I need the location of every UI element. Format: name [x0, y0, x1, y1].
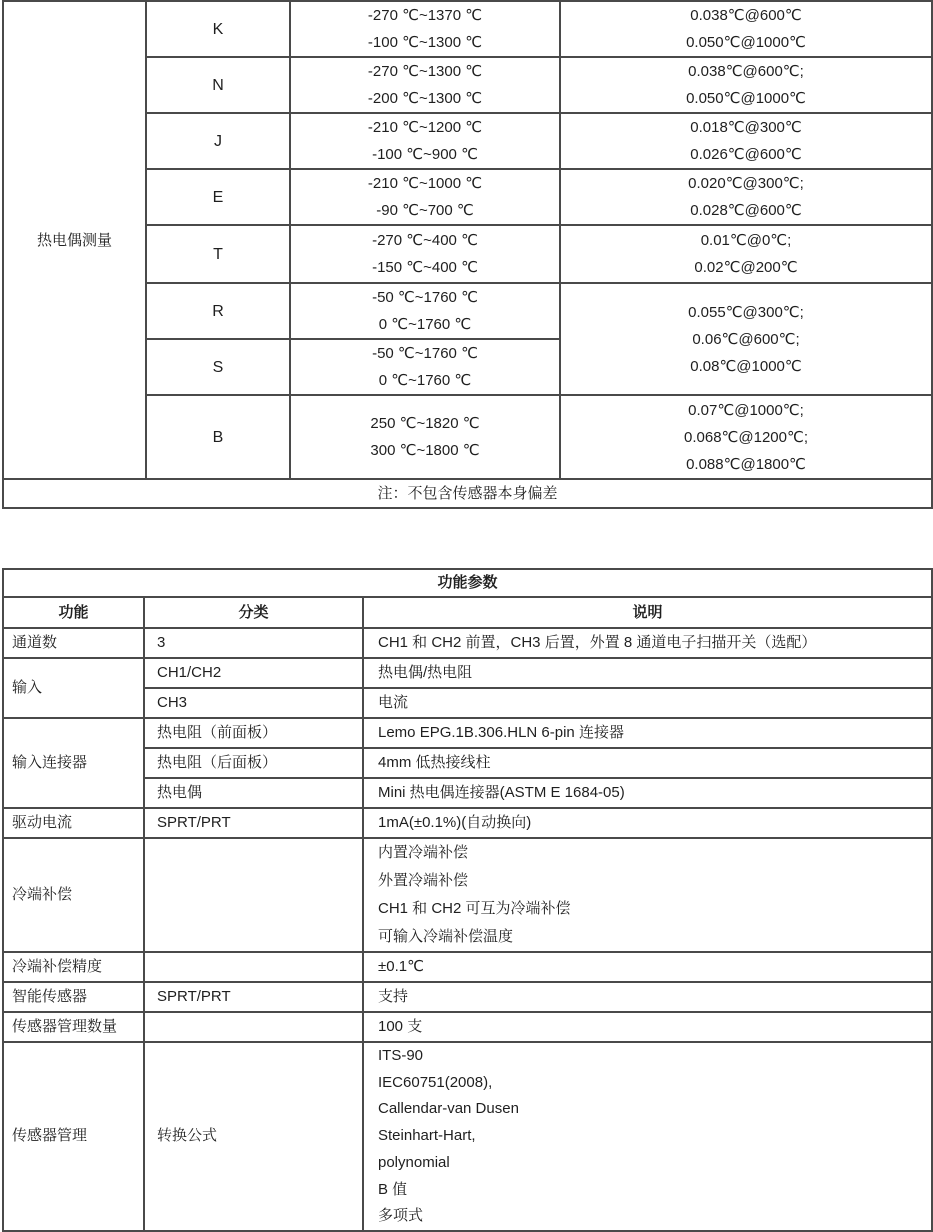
desc-line: 外置冷端补偿 — [378, 872, 469, 889]
desc-cell: ±0.1℃ — [363, 952, 932, 982]
tc-range — [290, 169, 560, 225]
tc-range — [290, 1, 560, 57]
tc-range — [290, 339, 560, 395]
function-table-title: 功能参数 — [3, 569, 932, 597]
tc-range — [290, 395, 560, 479]
range-line: -270 ℃~1370 ℃ — [367, 7, 483, 24]
desc-cell: Lemo EPG.1B.306.HLN 6-pin 连接器 — [363, 718, 932, 748]
header-func: 功能 — [3, 597, 144, 628]
class-cell — [144, 952, 363, 982]
desc-cell: CH1 和 CH2 前置，CH3 后置，外置 8 通道电子扫描开关（选配） — [363, 628, 932, 658]
class-cell: 转换公式 — [144, 1042, 363, 1231]
tc-accuracy — [560, 225, 932, 283]
range-line: -270 ℃~400 ℃ — [372, 232, 478, 249]
accuracy-line: 0.02℃@200℃ — [694, 259, 798, 276]
desc-line: polynomial — [378, 1153, 450, 1171]
accuracy-line: 0.038℃@600℃ — [690, 7, 802, 24]
accuracy-line: 0.038℃@600℃; — [688, 63, 804, 80]
tc-accuracy — [560, 57, 932, 113]
desc-line: 多项式 — [378, 1207, 424, 1225]
tc-accuracy — [560, 113, 932, 169]
desc-line: ITS-90 — [378, 1047, 424, 1064]
class-cell: 3 — [144, 628, 363, 658]
tc-type: B — [146, 395, 290, 479]
class-cell — [144, 838, 363, 952]
tc-type: K — [146, 1, 290, 57]
tc-measure-label: 热电偶测量 — [3, 1, 146, 479]
accuracy-line: 0.020℃@300℃; — [688, 175, 804, 192]
tc-type: T — [146, 225, 290, 283]
tc-range — [290, 57, 560, 113]
tc-note: 注：不包含传感器本身偏差 — [3, 479, 932, 508]
range-line: -210 ℃~1000 ℃ — [367, 175, 483, 192]
accuracy-line: 0.055℃@300℃; — [688, 303, 804, 321]
desc-cell: 100 支 — [363, 1012, 932, 1042]
class-cell: SPRT/PRT — [144, 808, 363, 838]
desc-line: CH1 和 CH2 可互为冷端补偿 — [378, 900, 571, 917]
tc-note-row — [3, 479, 932, 508]
row-sensor-management — [3, 1042, 932, 1231]
tc-range — [290, 225, 560, 283]
desc-cell: Mini 热电偶连接器(ASTM E 1684-05) — [363, 778, 932, 808]
row-sensor-count — [3, 1012, 932, 1042]
function-table — [2, 568, 933, 1232]
tc-accuracy — [560, 395, 932, 479]
range-line: -50 ℃~1760 ℃ — [372, 289, 478, 306]
class-cell: 热电阻（后面板） — [144, 748, 363, 778]
row-input-1 — [3, 658, 932, 688]
accuracy-line: 0.028℃@600℃ — [690, 202, 802, 219]
tc-type: R — [146, 283, 290, 339]
accuracy-line: 0.06℃@600℃; — [692, 330, 800, 348]
desc-line: IEC60751(2008), — [378, 1073, 493, 1091]
tc-type: S — [146, 339, 290, 395]
row-smart-sensor — [3, 982, 932, 1012]
range-line: -200 ℃~1300 ℃ — [367, 90, 483, 107]
tc-row-K — [3, 1, 932, 57]
row-connector-1 — [3, 718, 932, 748]
row-drive-current — [3, 808, 932, 838]
range-line: 250 ℃~1820 ℃ — [370, 415, 480, 432]
tc-type: E — [146, 169, 290, 225]
tc-accuracy — [560, 1, 932, 57]
range-line: -270 ℃~1300 ℃ — [367, 63, 483, 80]
func-cell: 驱动电流 — [3, 808, 144, 838]
range-line: -50 ℃~1760 ℃ — [372, 345, 478, 362]
range-line: 300 ℃~1800 ℃ — [370, 442, 480, 459]
desc-cell — [363, 838, 932, 952]
range-line: -100 ℃~1300 ℃ — [367, 34, 483, 51]
accuracy-line: 0.08℃@1000℃ — [690, 357, 802, 375]
desc-line: 可输入冷端补偿温度 — [378, 928, 514, 945]
desc-line: 内置冷端补偿 — [378, 844, 469, 861]
func-cell: 冷端补偿 — [3, 838, 144, 952]
class-cell — [144, 1012, 363, 1042]
function-table-title-row — [3, 569, 932, 597]
accuracy-line: 0.088℃@1800℃ — [686, 455, 806, 473]
range-line: -210 ℃~1200 ℃ — [367, 119, 483, 136]
tc-type: J — [146, 113, 290, 169]
tc-range — [290, 283, 560, 339]
accuracy-line: 0.050℃@1000℃ — [686, 90, 806, 107]
class-cell: SPRT/PRT — [144, 982, 363, 1012]
class-cell: 热电阻（前面板） — [144, 718, 363, 748]
func-cell: 传感器管理数量 — [3, 1012, 144, 1042]
desc-cell: 电流 — [363, 688, 932, 718]
func-cell: 通道数 — [3, 628, 144, 658]
desc-line: Steinhart-Hart, — [378, 1127, 476, 1145]
accuracy-line: 0.050℃@1000℃ — [686, 34, 806, 51]
accuracy-line: 0.068℃@1200℃; — [684, 428, 808, 446]
header-class: 分类 — [144, 597, 363, 628]
range-line: -90 ℃~700 ℃ — [376, 202, 474, 219]
accuracy-line: 0.018℃@300℃ — [690, 119, 802, 136]
row-cold-junction — [3, 838, 932, 952]
func-cell: 冷端补偿精度 — [3, 952, 144, 982]
range-line: 0 ℃~1760 ℃ — [378, 316, 472, 333]
class-cell: CH1/CH2 — [144, 658, 363, 688]
func-cell: 传感器管理 — [3, 1042, 144, 1231]
desc-line: Callendar-van Dusen — [378, 1100, 519, 1118]
func-cell: 输入 — [3, 658, 144, 718]
desc-cell: 支持 — [363, 982, 932, 1012]
desc-cell — [363, 1042, 932, 1231]
desc-cell: 1mA(±0.1%)(自动换向) — [363, 808, 932, 838]
accuracy-line: 0.01℃@0℃; — [700, 232, 792, 249]
desc-cell: 热电偶/热电阻 — [363, 658, 932, 688]
func-cell: 输入连接器 — [3, 718, 144, 808]
tc-range — [290, 113, 560, 169]
class-cell: CH3 — [144, 688, 363, 718]
desc-cell: 4mm 低热接线柱 — [363, 748, 932, 778]
tc-type: N — [146, 57, 290, 113]
header-desc: 说明 — [363, 597, 932, 628]
row-cjc-accuracy — [3, 952, 932, 982]
range-line: -100 ℃~900 ℃ — [372, 146, 478, 163]
thermocouple-table — [2, 0, 933, 509]
func-cell: 智能传感器 — [3, 982, 144, 1012]
desc-line: B 值 — [378, 1180, 408, 1198]
function-table-header-row — [3, 597, 932, 628]
range-line: 0 ℃~1760 ℃ — [378, 372, 472, 389]
class-cell: 热电偶 — [144, 778, 363, 808]
row-channels — [3, 628, 932, 658]
tc-accuracy-merged — [560, 283, 932, 395]
accuracy-line: 0.07℃@1000℃; — [688, 401, 804, 419]
tc-accuracy — [560, 169, 932, 225]
range-line: -150 ℃~400 ℃ — [372, 259, 478, 276]
accuracy-line: 0.026℃@600℃ — [690, 146, 802, 163]
